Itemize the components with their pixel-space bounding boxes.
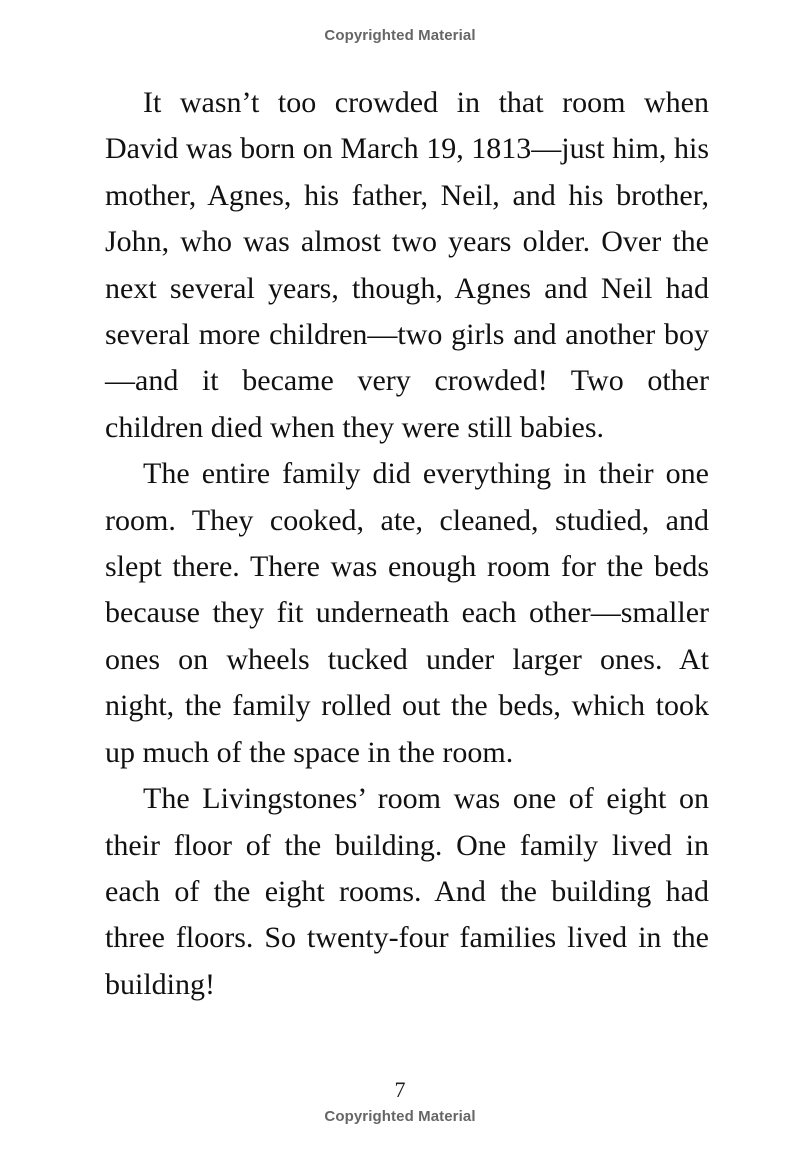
paragraph-2: The entire family did everything in their one room. They cooked, ate, cleaned, studied, and slept there. There was enough room for the beds because they fit underneath each other—smaller ones on wheels tucked under larger ones. At night, the family rolled out the beds, which took up much of the space in the room. bbox=[105, 457, 709, 769]
copyright-watermark-bottom: Copyrighted Material bbox=[324, 1108, 476, 1125]
paragraph-1: It wasn’t too crowded in that room when David was born on March 19, 1813—just him, his mother, Agnes, his father, Neil, and his brother, John, who was almost two years older. Over the next several years, though, Agnes and Neil had several more children—two girls and another boy —and it became very crowded! Two other children died when they were still babies. bbox=[105, 86, 709, 444]
page-number: 7 bbox=[394, 1077, 406, 1102]
copyright-watermark-top: Copyrighted Material bbox=[324, 27, 476, 44]
paragraph-3: The Livingstones’ room was one of eight on their floor of the building. One family lived in each of the eight rooms. And the building had three floors. So twenty-four families lived in the building! bbox=[105, 782, 709, 1001]
page-body bbox=[105, 80, 709, 1008]
